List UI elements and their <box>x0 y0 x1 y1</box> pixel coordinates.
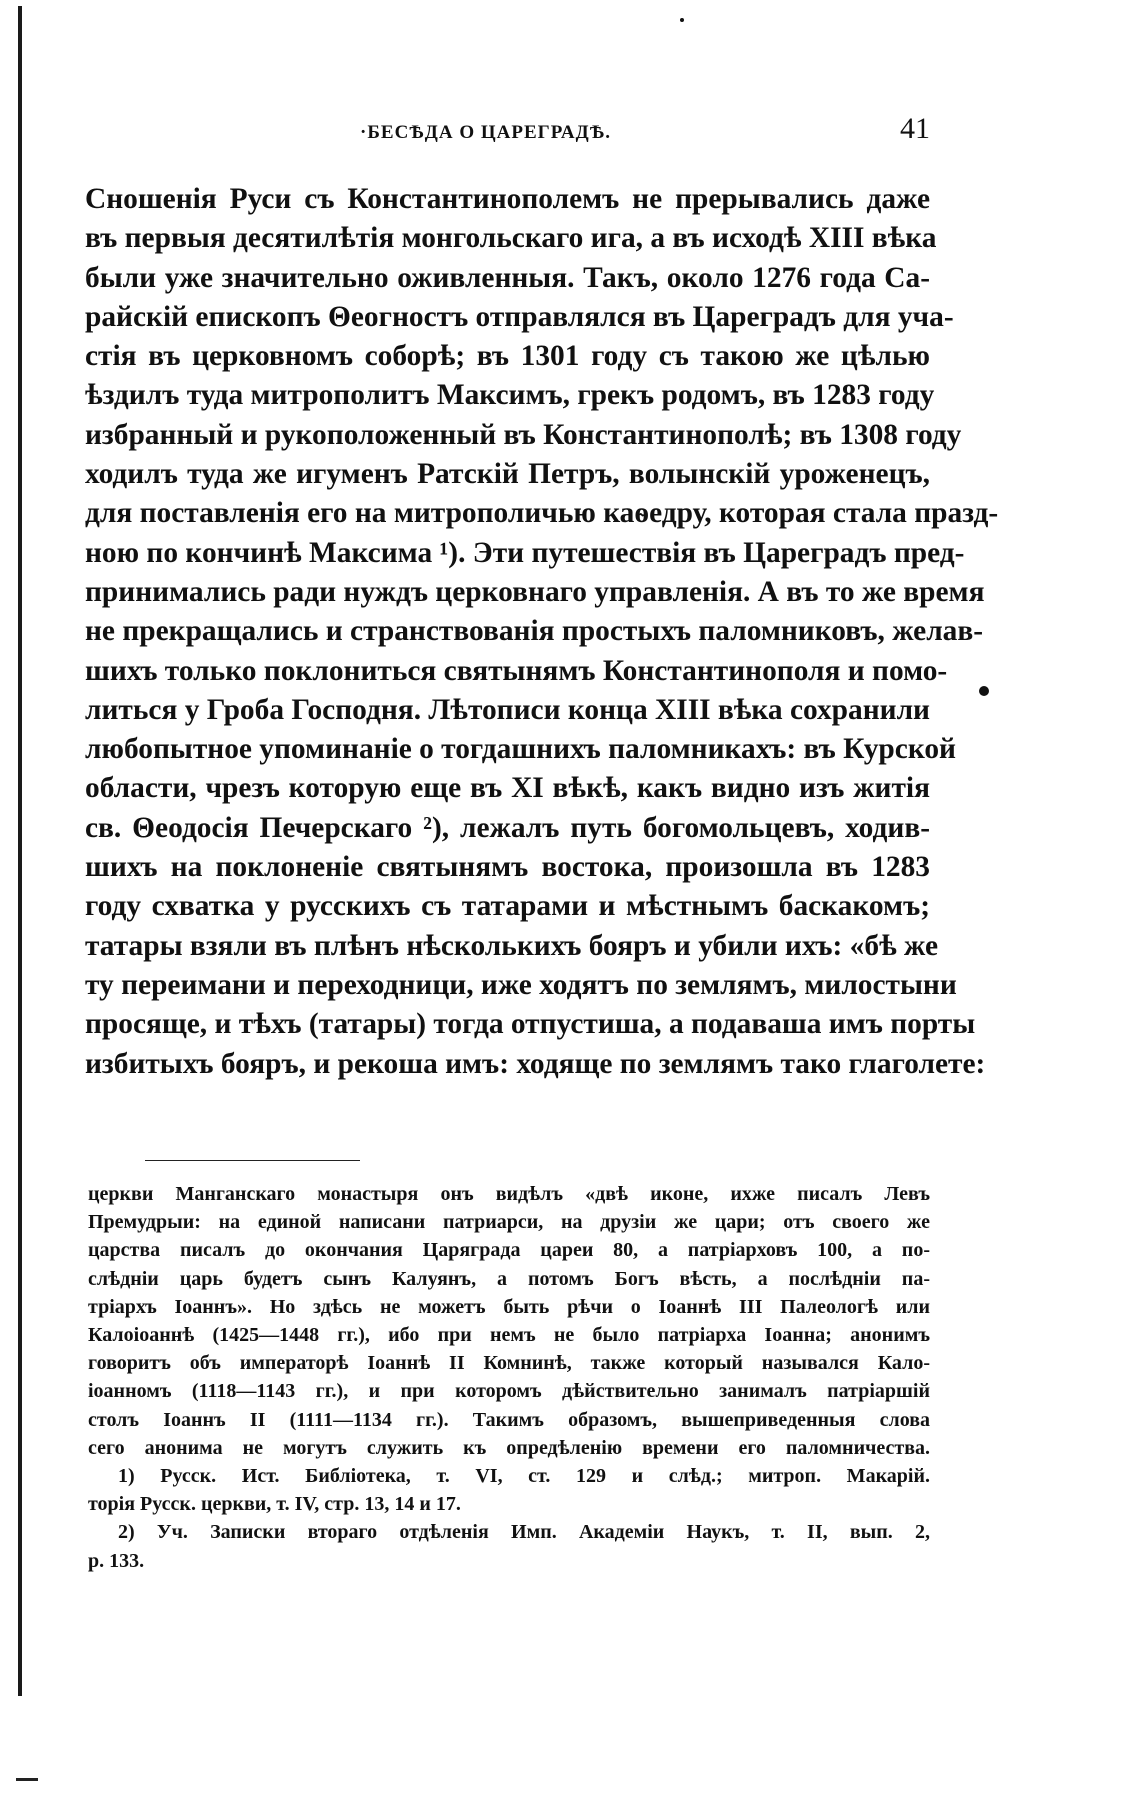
page-number: 41 <box>900 112 930 145</box>
note-line: говоритъ объ императорѣ Іоаннѣ II Комнинѣ, также который назывался Кало- <box>88 1352 930 1375</box>
body-line: не прекращались и странствованія простыхъ паломниковъ, желав- <box>85 615 984 648</box>
footnote-1-line-2: торія Русск. церкви, т. IV, стр. 13, 14 и 17. <box>88 1493 461 1516</box>
body-line: литься у Гроба Господня. Лѣтописи конца XIII вѣка сохранили <box>85 693 930 726</box>
body-line: въ первыя десятилѣтія монгольскаго ига, а въ исходѣ XIII вѣка <box>85 222 937 255</box>
body-line: Сношенія Руси съ Константинополемъ не прерывались даже <box>85 183 930 215</box>
running-title: ·БЕСѢДА О ЦАРЕГРАДѢ. <box>360 122 611 143</box>
body-line: ною по кончинѣ Максима ¹). Эти путешествія въ Цареградъ пред- <box>85 536 965 569</box>
body-line: стія въ церковномъ соборѣ; въ 1301 году съ такою же цѣлью <box>85 340 930 373</box>
body-line: избранный и рукоположенный въ Константинополѣ; въ 1308 году <box>85 418 962 451</box>
body-line: шихъ только поклониться святынямъ Константинополя и помо- <box>85 654 948 687</box>
body-line: шихъ на поклоненіе святынямъ востока, произошла въ 1283 <box>85 851 930 884</box>
page-header <box>80 112 930 152</box>
body-line: просяще, и тѣхъ (татары) тогда отпустиша, а подаваша имъ порты <box>85 1008 976 1041</box>
body-line: ходилъ туда же игуменъ Ратскій Петръ, волынскій уроженецъ, <box>85 458 930 491</box>
note-line: тріархъ Іоаннъ». Но здѣсь не можетъ быть рѣчи о Іоаннѣ III Палеологѣ или <box>88 1295 930 1318</box>
note-line: царства писалъ до окончания Царяграда цареи 80, а патріарховъ 100, а по- <box>88 1239 930 1262</box>
body-line: татары взяли въ плѣнъ нѣсколькихъ бояръ и убили ихъ: «бѣ же <box>85 929 939 962</box>
note-line: столъ Іоаннъ II (1111—1134 гг.). Такимъ образомъ, вышеприведенныя слова <box>88 1408 930 1431</box>
edge-mark <box>16 1778 38 1781</box>
body-line: ѣздилъ туда митрополитъ Максимъ, грекъ родомъ, въ 1283 году <box>85 379 935 412</box>
note-line: сего анонима не могутъ служить къ опредѣленію времени его паломничества. <box>88 1436 930 1459</box>
footnote-rule <box>145 1160 360 1161</box>
footnote-2-line-2: р. 133. <box>88 1549 145 1572</box>
body-line: любопытное упоминаніе о тогдашнихъ паломникахъ: въ Курской <box>85 733 956 766</box>
body-line: для поставленія его на митрополичью каѳедру, которая стала празд- <box>85 497 999 530</box>
page-edge <box>18 6 22 1696</box>
body-line: принимались ради нуждъ церковнаго управленія. А въ то же время <box>85 575 985 608</box>
note-line: Калоіоаннѣ (1425—1448 гг.), ибо при немъ не было патріарха Іоанна; анонимъ <box>88 1324 930 1347</box>
note-line: іоанномъ (1118—1143 гг.), и при которомъ дѣйствительно занималъ патріаршій <box>88 1380 930 1403</box>
body-line: году схватка у русскихъ съ татарами и мѣстнымъ баскакомъ; <box>85 890 930 923</box>
note-line: Премудрыи: на единой написани патриарси, на друзіи же цари; отъ своего же <box>88 1211 930 1234</box>
speck <box>680 18 684 22</box>
body-line: области, чрезъ которую еще въ XI вѣкѣ, какъ видно изъ житія <box>85 772 930 805</box>
note-line: слѣдніи царь будетъ сынъ Калуянъ, а потомъ Богъ вѣсть, а послѣдніи па- <box>88 1267 930 1290</box>
body-line: св. Θеодосія Печерскаго ²), лежалъ путь богомольцевъ, ходив- <box>85 811 930 844</box>
body-line: райскій епископъ Θеогностъ отправлялся въ Цареградъ для уча- <box>85 300 954 333</box>
body-text <box>85 180 999 1084</box>
footnote-1-line-1: 1) Русск. Ист. Библіотека, т. VI, ст. 129 и слѣд.; митроп. Макарій. <box>118 1465 930 1488</box>
footnotes-block <box>88 1180 930 1575</box>
note-line: церкви Манганскаго монастыря онъ видѣлъ «двѣ иконе, ихже писалъ Левъ <box>88 1183 930 1205</box>
speck <box>979 686 989 696</box>
footnote-2-line-1: 2) Уч. Записки втораго отдѣленія Имп. Академіи Наукъ, т. II, вып. 2, <box>118 1521 930 1544</box>
body-line: ту переимани и переходници, иже ходятъ по землямъ, милостыни <box>85 968 957 1001</box>
body-line: были уже значительно оживленныя. Такъ, около 1276 года Са- <box>85 261 930 294</box>
body-line: избитыхъ бояръ, и рекоша имъ: ходяще по землямъ тако глаголете: <box>85 1047 986 1080</box>
